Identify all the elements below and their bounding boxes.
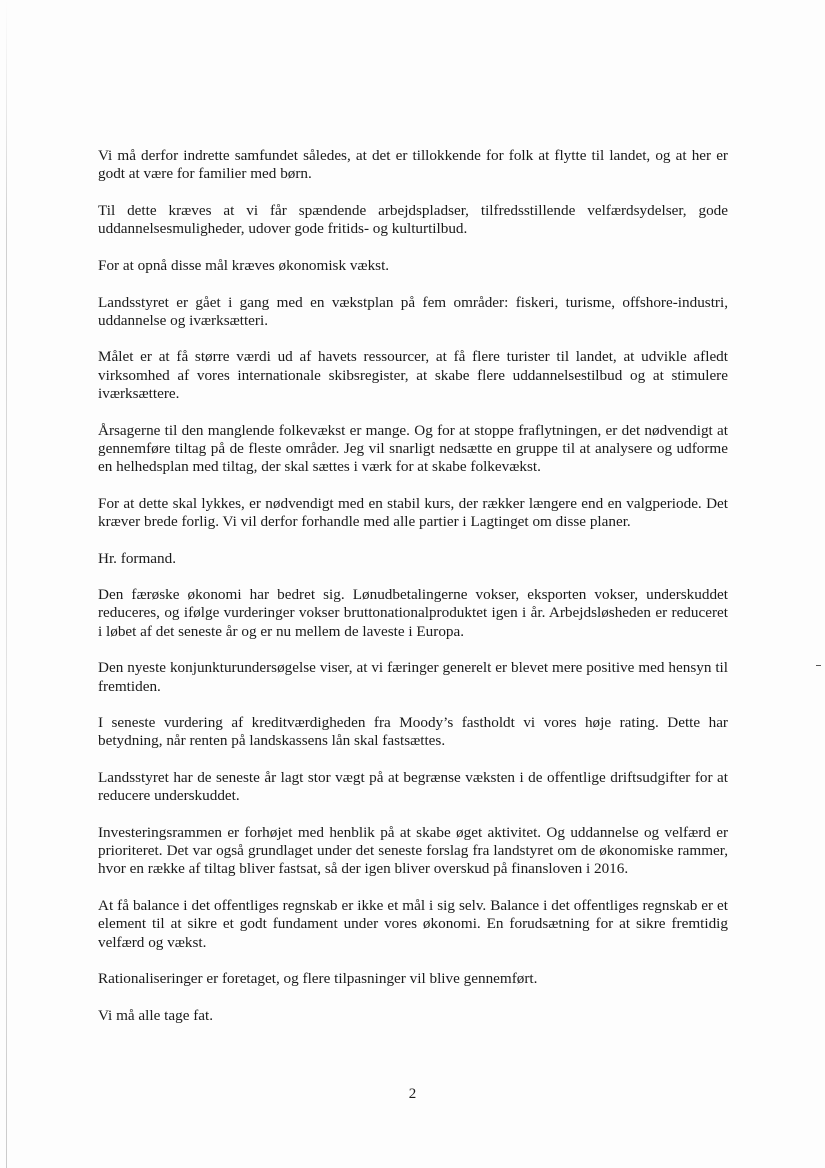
page-number: 2 — [408, 1086, 417, 1102]
paragraph: At få balance i det offentliges regnskab er ikke et mål i sig selv. Balance i det offentliges regnskab er et element til at sikre et godt fundament under vores økonomi. En forudsætning for at sikre fremtidig velfærd og vækst. — [98, 897, 728, 951]
paragraph: Vi må derfor indrette samfundet således, at det er tillokkende for folk at flytte til landet, og at her er godt at være for familier med børn. — [98, 147, 728, 183]
paragraph: For at opnå disse mål kræves økonomisk vækst. — [98, 256, 390, 274]
paragraph: Rationaliseringer er foretaget, og flere tilpasninger vil blive gennemført. — [98, 970, 538, 988]
paragraph: Landsstyret har de seneste år lagt stor vægt på at begrænse væksten i de offentlige driftsudgifter for at reducere underskuddet. — [98, 769, 728, 805]
paragraph: I seneste vurdering af kreditværdigheden fra Moody’s fastholdt vi vores høje rating. Dette har betydning, når renten på landskassens lån skal fastsættes. — [98, 714, 728, 750]
paragraph: Til dette kræves at vi får spændende arbejdspladser, tilfredsstillende velfærdsydelser, gode uddannelsesmuligheder, udover gode fritids- og kulturtilbud. — [98, 201, 728, 238]
paragraph: Landsstyret er gået i gang med en vækstplan på fem områder: fiskeri, turisme, offshore-industri, uddannelse og iværksætteri. — [98, 293, 728, 329]
paragraph-salutation: Hr. formand. — [98, 549, 177, 567]
paragraph: Målet er at få større værdi ud af havets ressourcer, at få flere turister til landet, at udvikle afledt virksomhed af vores internationale skibsregister, at skabe flere uddannelsestilbud og at stimulere iværksættere. — [98, 348, 728, 402]
body-text — [98, 147, 728, 1044]
paragraph: Den færøske økonomi har bedret sig. Lønudbetalingerne vokser, eksporten vokser, underskuddet reduceres, og ifølge vurderinger vokser bruttonationalproduktet igen i år. Arbejdsløsheden er reduceret i løbet af det seneste år og er nu mellem de laveste i Europa. — [98, 586, 728, 640]
paragraph: For at dette skal lykkes, er nødvendigt med en stabil kurs, der rækker længere end en valgperiode. Det kræver brede forlig. Vi vil derfor forhandle med alle partier i Lagtinget om disse planer. — [98, 494, 728, 530]
paragraph: Den nyeste konjunkturundersøgelse viser, at vi færinger generelt er blevet mere positive med hensyn til fremtiden. — [98, 659, 728, 695]
paragraph: Vi må alle tage fat. — [98, 1007, 214, 1024]
scan-edge — [6, 0, 7, 1168]
paragraph: Årsagerne til den manglende folkevækst er mange. Og for at stoppe fraflytningen, er det nødvendigt at gennemføre tiltag på de fleste områder. Jeg vil snarligt nedsætte en gruppe til at analysere og udforme en helhedsplan med tiltag, der skal sættes i værk for at skabe folkevækst. — [98, 421, 728, 475]
paragraph: Investeringsrammen er forhøjet med henblik på at skabe øget aktivitet. Og uddannelse og velfærd er prioriteret. Det var også grundlaget under det seneste forslag fra landstyret om de økonomiske rammer, hvor en række af tiltag bliver fastsat, så der igen bliver overskud på finansloven i 2016. — [98, 824, 728, 878]
scan-mark — [816, 665, 821, 666]
